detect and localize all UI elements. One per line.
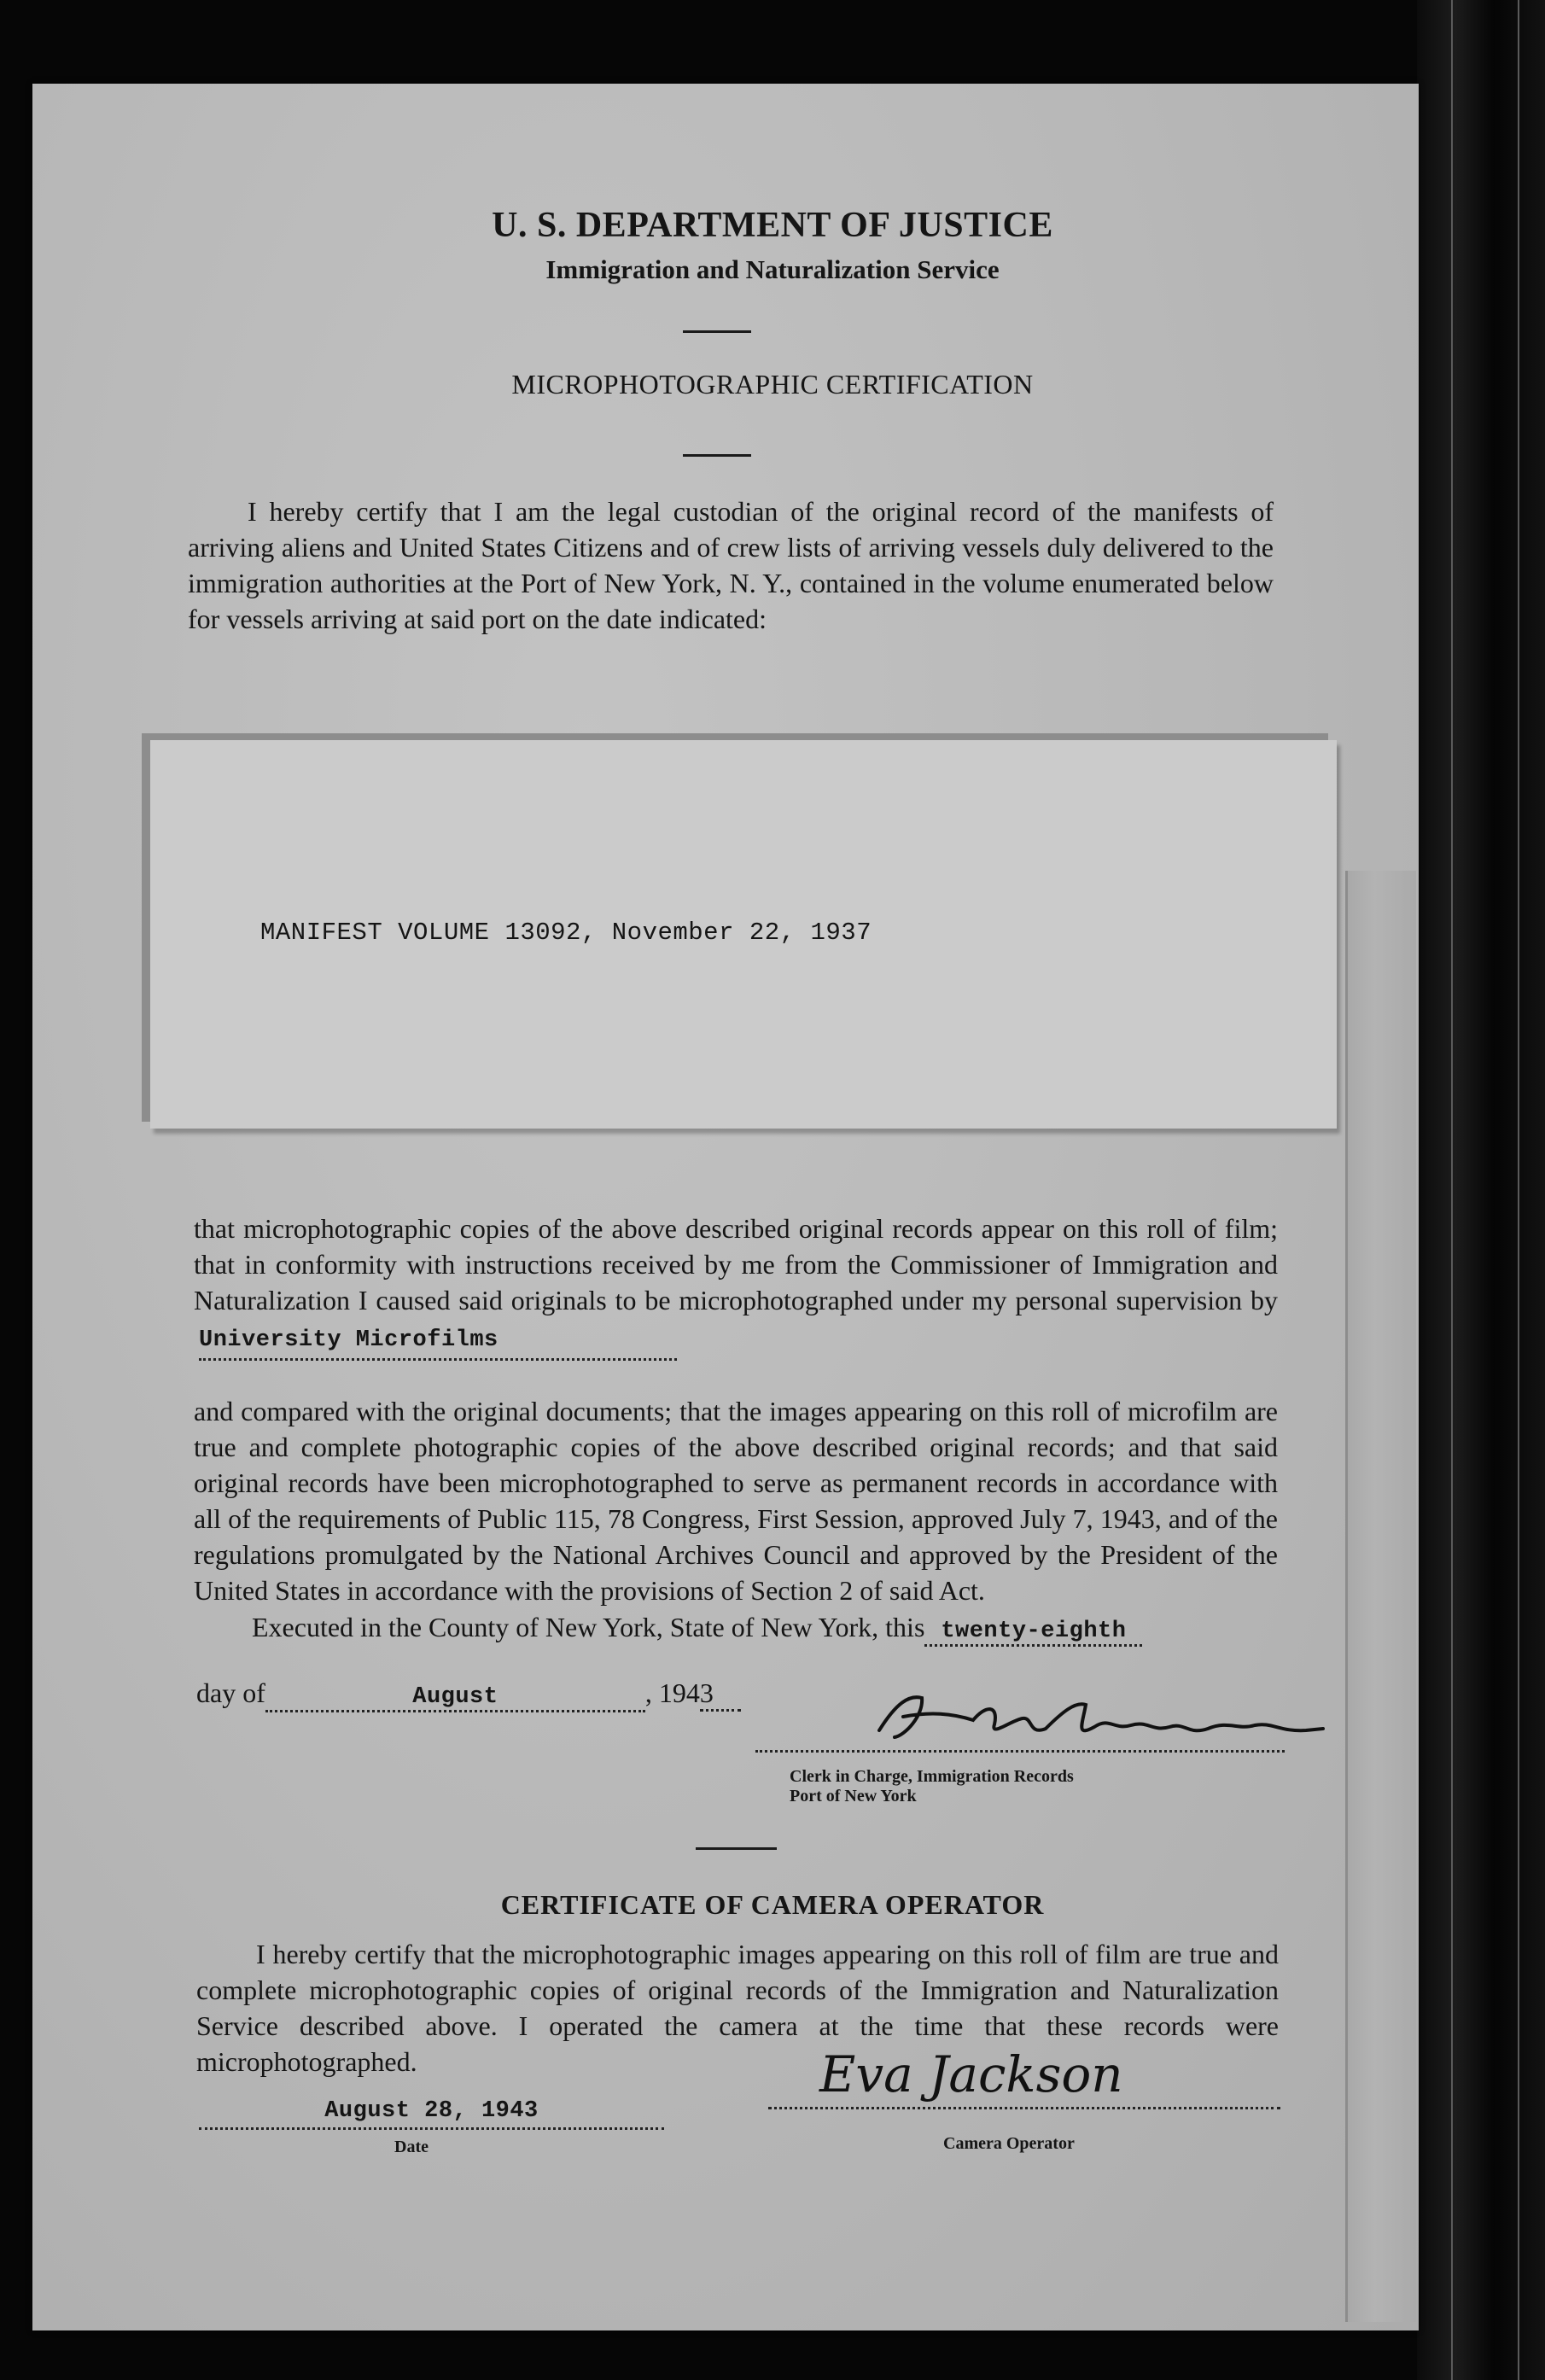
divider — [683, 454, 751, 457]
day-of-label: day of — [196, 1677, 265, 1708]
service-heading: Immigration and Naturalization Service — [545, 254, 1000, 284]
date-caption: Date — [394, 2138, 429, 2156]
clerk-title-line2: Port of New York — [790, 1787, 917, 1805]
camera-certificate-title: CERTIFICATE OF CAMERA OPERATOR — [500, 1889, 1045, 1920]
manifest-volume-text: MANIFEST VOLUME 13092, November 22, 1937 — [260, 919, 872, 947]
operator-signature-text: Eva Jackson — [819, 2045, 1123, 2103]
operator-line — [768, 2107, 1280, 2109]
clerk-signature — [871, 1686, 1332, 1754]
department-heading: U. S. DEPARTMENT OF JUSTICE — [492, 206, 1053, 245]
supervisor-field — [199, 1318, 677, 1361]
year-value: 3 — [699, 1677, 714, 1708]
operator-signature — [811, 2036, 1204, 2113]
divider — [683, 330, 751, 333]
month-value: August — [412, 1684, 498, 1710]
divider — [696, 1847, 777, 1850]
year-field — [700, 1677, 741, 1712]
clerk-signature-line — [755, 1750, 1285, 1753]
certification-title: MICROPHOTOGRAPHIC CERTIFICATION — [511, 369, 1034, 400]
camera-certificate-text: I hereby certify that the microphotographic images appearing on this roll of film are true and complete microphotographic copies of original records of the Immigration and Naturalization Service described above. I operated the camera at the time that these records were microphotographed. — [196, 1939, 1279, 2077]
intro-paragraph: I hereby certify that I am the legal custodian of the original record of the manifests of arriving aliens and United States Citizens and of crew lists of arriving vessels duly delivered to the immigration authorities at the Port of New York, N. Y., contained in the volume enumerated below for vessels arriving at said port on the date indicated: — [188, 496, 1274, 634]
clerk-title-line1: Clerk in Charge, Immigration Records — [790, 1767, 1074, 1786]
paper-fold — [1345, 871, 1416, 2322]
body-paragraph-part1 — [194, 1210, 1278, 1361]
day-field — [924, 1612, 1142, 1647]
body-text: that microphotographic copies of the above described original records appear on this roll of film; that in conformity with instructions received by me from the Commissioner of Immigration and Naturalization I caused said originals to be microphotographed under my personal supervision by — [194, 1213, 1278, 1315]
date-line — [199, 2098, 664, 2130]
day-value: twenty-eighth — [941, 1619, 1127, 1644]
film-edge-line — [1518, 0, 1519, 2380]
body-paragraph-part2: and compared with the original documents; that the images appearing on this roll of microfilm are true and complete photographic copies of the above described original records; and that said original records have been microphotographed to serve as permanent records in accordance with all of the requirements of Public 115, 78 Congress, First Session, approved July 7, 1943, and of the regulations promulgated by the National Archives Council and approved by the President of the United States in accordance with the provisions of Section 2 of said Act. — [194, 1396, 1278, 1606]
year-prefix: , 194 — [644, 1677, 700, 1708]
execution-line — [252, 1612, 1142, 1647]
film-edge-line — [1451, 0, 1453, 2380]
film-edge-strip — [1417, 0, 1545, 2380]
day-of-line — [196, 1677, 741, 1712]
operator-caption: Camera Operator — [943, 2134, 1075, 2153]
month-field — [265, 1677, 645, 1712]
operator-date-value: August 28, 1943 — [324, 2098, 539, 2124]
execution-prefix: Executed in the County of New York, State of New York, this — [252, 1612, 925, 1642]
supervisor-value: University Microfilms — [199, 1327, 498, 1353]
